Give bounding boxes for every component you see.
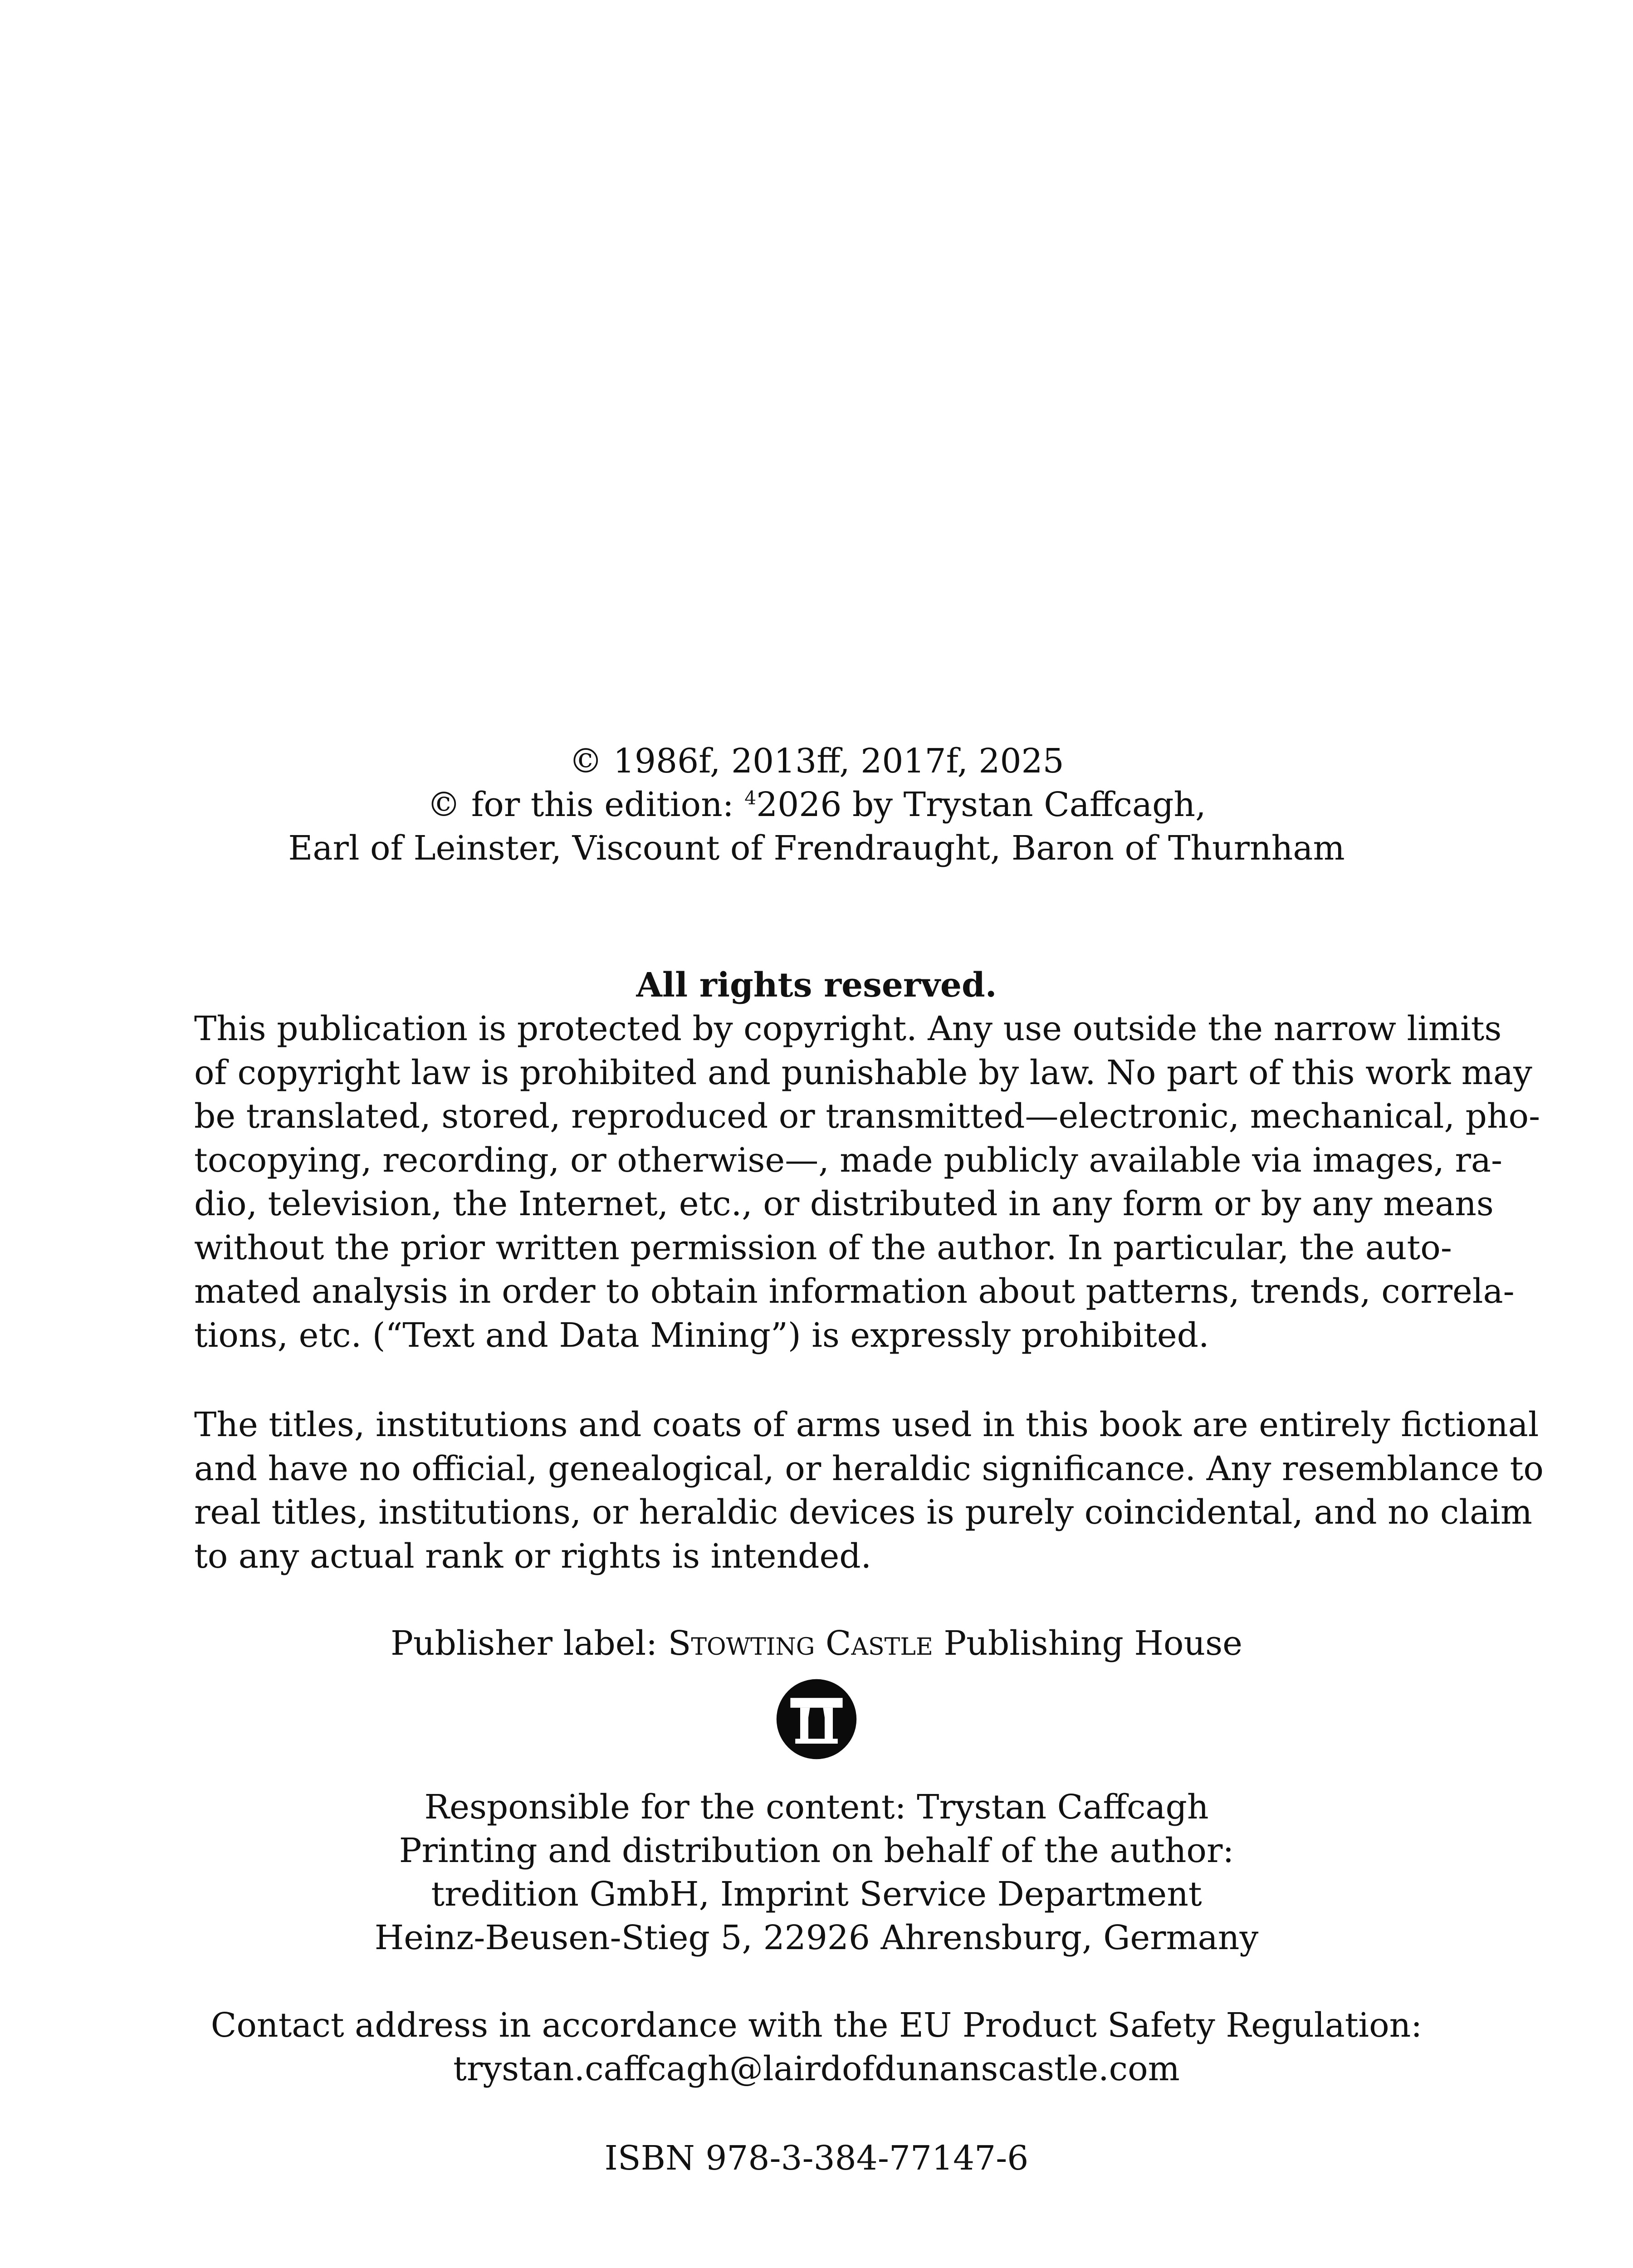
isbn-block bbox=[0, 2136, 1633, 2180]
printing-distribution: Printing and distribution on behalf of the author: bbox=[399, 1831, 1234, 1870]
castle-emblem-icon bbox=[776, 1678, 857, 1760]
rights-line: of copyright law is prohibited and punishable by law. No part of this work may bbox=[194, 1053, 1532, 1092]
publisher-label-block bbox=[0, 1622, 1633, 1665]
rights-line: This publication is protected by copyright. Any use outside the narrow limits bbox=[194, 1009, 1502, 1048]
rights-line: mated analysis in order to obtain information about patterns, trends, correla- bbox=[194, 1272, 1515, 1311]
disclaimer-line: real titles, institutions, or heraldic devices is purely coincidental, and no claim bbox=[194, 1493, 1532, 1532]
printer-address: Heinz-Beusen-Stieg 5, 22926 Ahrensburg, Germany bbox=[374, 1918, 1259, 1957]
copyright-years: © 1986f, 2013ff, 2017f, 2025 bbox=[569, 742, 1064, 781]
rights-heading: All rights reserved. bbox=[636, 966, 997, 1005]
rights-paragraph bbox=[194, 1007, 1540, 1357]
responsibility-block bbox=[0, 1785, 1633, 1960]
publisher-logo-wrap bbox=[0, 1678, 1633, 1762]
isbn: ISBN 978-3-384-77147-6 bbox=[604, 2139, 1029, 2178]
disclaimer-line: The titles, institutions and coats of arms used in this book are entirely fictional bbox=[194, 1405, 1539, 1444]
edition-number: 4 bbox=[744, 787, 757, 809]
rights-line: tocopying, recording, or otherwise—, made publicly available via images, ra- bbox=[194, 1140, 1502, 1180]
contact-note: Contact address in accordance with the EU Product Safety Regulation: bbox=[210, 2006, 1423, 2045]
publisher-name: Stowting Castle bbox=[668, 1624, 933, 1663]
copyright-block bbox=[0, 739, 1633, 870]
rights-line: tions, etc. (“Text and Data Mining”) is expressly prohibited. bbox=[194, 1315, 1209, 1355]
printer-name: tredition GmbH, Imprint Service Department bbox=[431, 1875, 1202, 1914]
disclaimer-line: to any actual rank or rights is intended. bbox=[194, 1536, 872, 1576]
rights-heading-block bbox=[0, 963, 1633, 1007]
disclaimer-paragraph bbox=[194, 1403, 1544, 1578]
responsible-content: Responsible for the content: Trystan Caffcagh bbox=[424, 1788, 1209, 1827]
contact-email: trystan.caffcagh@lairdofdunanscastle.com bbox=[453, 2049, 1180, 2088]
rights-line: be translated, stored, reproduced or transmitted—electronic, mechanical, pho- bbox=[194, 1097, 1540, 1136]
copyright-edition: © for this edition: $^4$2026 by Trystan Caffcagh, bbox=[427, 785, 1206, 824]
rights-line: dio, television, the Internet, etc., or distributed in any form or by any means bbox=[194, 1184, 1494, 1223]
author-titles: Earl of Leinster, Viscount of Frendraught, Baron of Thurnham bbox=[288, 829, 1345, 868]
disclaimer-line: and have no official, genealogical, or heraldic significance. Any resemblance to bbox=[194, 1449, 1544, 1488]
contact-block bbox=[0, 2004, 1633, 2091]
rights-line: without the prior written permission of the author. In particular, the auto- bbox=[194, 1228, 1452, 1267]
publisher-label: Publisher label: Stowting Castle Publishing House bbox=[391, 1624, 1242, 1663]
